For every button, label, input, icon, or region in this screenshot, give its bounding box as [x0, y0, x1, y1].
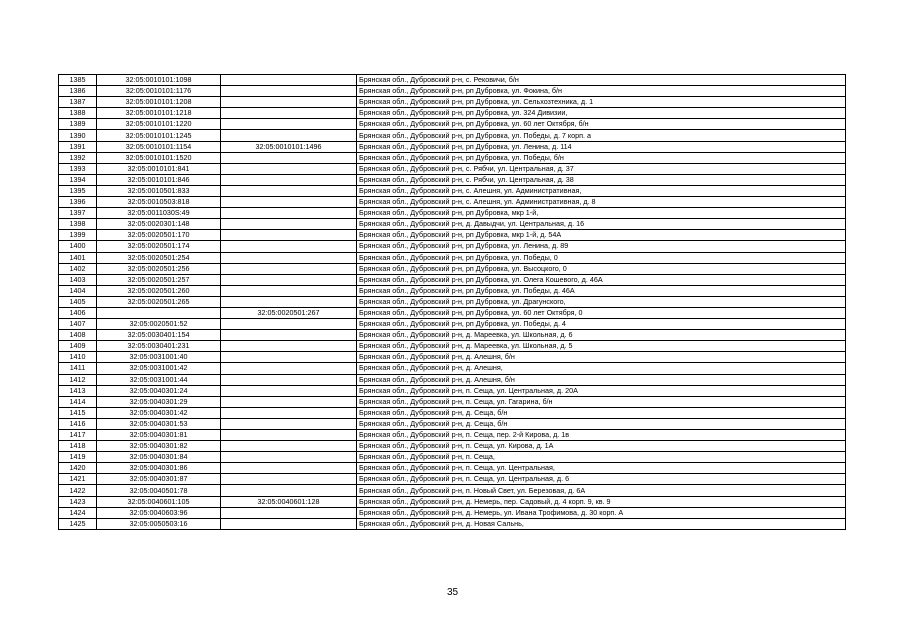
address-cell: Брянская обл., Дубровский р-н, п. Сеща, ул. Гагарина, б/н [357, 396, 846, 407]
row-number-cell: 1414 [59, 396, 97, 407]
related-cadastral-number-cell [221, 330, 357, 341]
row-number-cell: 1400 [59, 241, 97, 252]
related-cadastral-number-cell [221, 518, 357, 529]
table-row [59, 474, 846, 485]
row-number-cell: 1406 [59, 307, 97, 318]
address-cell: Брянская обл., Дубровский р-н, рп Дубровка, ул. Победы, д. 7 корп. а [357, 130, 846, 141]
cadastral-number-cell: 32:05:0020501:174 [97, 241, 221, 252]
related-cadastral-number-cell [221, 507, 357, 518]
table-row [59, 141, 846, 152]
address-cell: Брянская обл., Дубровский р-н, рп Дубровка, ул. Победы, д. 46А [357, 285, 846, 296]
cadastral-number-cell: 32:05:0010101:1218 [97, 108, 221, 119]
row-number-cell: 1416 [59, 418, 97, 429]
row-number-cell: 1407 [59, 319, 97, 330]
cadastral-number-cell: 32:05:0010101:1176 [97, 86, 221, 97]
related-cadastral-number-cell [221, 418, 357, 429]
related-cadastral-number-cell [221, 285, 357, 296]
address-cell: Брянская обл., Дубровский р-н, рп Дубровка, ул. 60 лет Октября, 0 [357, 307, 846, 318]
related-cadastral-number-cell [221, 352, 357, 363]
row-number-cell: 1386 [59, 86, 97, 97]
cadastral-number-cell: 32:05:0040301:29 [97, 396, 221, 407]
table-row [59, 274, 846, 285]
table-row [59, 97, 846, 108]
address-cell: Брянская обл., Дубровский р-н, п. Сеща, ул. Кирова, д. 1А [357, 441, 846, 452]
cadastral-number-cell: 32:05:0020501:265 [97, 296, 221, 307]
table-row [59, 285, 846, 296]
table-row [59, 241, 846, 252]
table-row [59, 441, 846, 452]
row-number-cell: 1413 [59, 385, 97, 396]
table-row [59, 208, 846, 219]
cadastral-number-cell: 32:05:0010101:1245 [97, 130, 221, 141]
table-row [59, 319, 846, 330]
cadastral-number-cell: 32:05:0020501:257 [97, 274, 221, 285]
row-number-cell: 1401 [59, 252, 97, 263]
cadastral-number-cell: 32:05:0010101:846 [97, 174, 221, 185]
row-number-cell: 1421 [59, 474, 97, 485]
cadastral-table [58, 74, 846, 530]
row-number-cell: 1411 [59, 363, 97, 374]
cadastral-number-cell: 32:05:0020501:260 [97, 285, 221, 296]
address-cell: Брянская обл., Дубровский р-н, п. Сеща, ул. Центральная, д. 6 [357, 474, 846, 485]
row-number-cell: 1412 [59, 374, 97, 385]
related-cadastral-number-cell [221, 219, 357, 230]
related-cadastral-number-cell [221, 441, 357, 452]
cadastral-number-cell: 32:05:0040603:96 [97, 507, 221, 518]
table-row [59, 296, 846, 307]
row-number-cell: 1415 [59, 407, 97, 418]
row-number-cell: 1405 [59, 296, 97, 307]
address-cell: Брянская обл., Дубровский р-н, д. Алешня, [357, 363, 846, 374]
row-number-cell: 1385 [59, 75, 97, 86]
table-row [59, 452, 846, 463]
address-cell: Брянская обл., Дубровский р-н, рп Дубровка, ул. Высоцкого, 0 [357, 263, 846, 274]
page-number: 35 [446, 587, 459, 598]
related-cadastral-number-cell [221, 407, 357, 418]
cadastral-number-cell: 32:05:0050503:16 [97, 518, 221, 529]
table-row [59, 396, 846, 407]
address-cell: Брянская обл., Дубровский р-н, д. Сеща, б/н [357, 418, 846, 429]
related-cadastral-number-cell [221, 430, 357, 441]
related-cadastral-number-cell [221, 97, 357, 108]
cadastral-number-cell: 32:05:0010101:1154 [97, 141, 221, 152]
row-number-cell: 1394 [59, 174, 97, 185]
cadastral-number-cell: 32:05:0040601:105 [97, 496, 221, 507]
table-row [59, 341, 846, 352]
related-cadastral-number-cell [221, 108, 357, 119]
table-row [59, 152, 846, 163]
table-row [59, 407, 846, 418]
table-row [59, 230, 846, 241]
cadastral-number-cell: 32:05:0040301:82 [97, 441, 221, 452]
related-cadastral-number-cell [221, 263, 357, 274]
related-cadastral-number-cell [221, 119, 357, 130]
related-cadastral-number-cell [221, 241, 357, 252]
cadastral-number-cell: 32:05:0031001:44 [97, 374, 221, 385]
cadastral-number-cell [97, 307, 221, 318]
row-number-cell: 1398 [59, 219, 97, 230]
row-number-cell: 1395 [59, 185, 97, 196]
cadastral-number-cell: 32:05:0040301:87 [97, 474, 221, 485]
cadastral-number-cell: 32:05:0040301:86 [97, 463, 221, 474]
cadastral-number-cell: 32:05:0040301:42 [97, 407, 221, 418]
address-cell: Брянская обл., Дубровский р-н, с. Рябчи, ул. Центральная, д. 38 [357, 174, 846, 185]
table-row [59, 108, 846, 119]
row-number-cell: 1397 [59, 208, 97, 219]
row-number-cell: 1403 [59, 274, 97, 285]
cadastral-number-cell: 32:05:0040301:24 [97, 385, 221, 396]
related-cadastral-number-cell [221, 396, 357, 407]
cadastral-number-cell: 32:05:0040301:81 [97, 430, 221, 441]
address-cell: Брянская обл., Дубровский р-н, с. Рябчи, ул. Центральная, д. 37 [357, 163, 846, 174]
address-cell: Брянская обл., Дубровский р-н, д. Алешня, б/н [357, 352, 846, 363]
cadastral-number-cell: 32:05:0040501:78 [97, 485, 221, 496]
table-row [59, 185, 846, 196]
address-cell: Брянская обл., Дубровский р-н, рп Дубровка, ул. Олега Кошевого, д. 46А [357, 274, 846, 285]
address-cell: Брянская обл., Дубровский р-н, д. Мареевка, ул. Школьная, д. 6 [357, 330, 846, 341]
row-number-cell: 1388 [59, 108, 97, 119]
row-number-cell: 1396 [59, 197, 97, 208]
row-number-cell: 1424 [59, 507, 97, 518]
table-row [59, 374, 846, 385]
address-cell: Брянская обл., Дубровский р-н, п. Сеща, ул. Центральная, д. 20А [357, 385, 846, 396]
table-body [59, 75, 846, 530]
address-cell: Брянская обл., Дубровский р-н, рп Дубровка, ул. Ленина, д. 89 [357, 241, 846, 252]
row-number-cell: 1390 [59, 130, 97, 141]
cadastral-number-cell: 32:05:0031001:40 [97, 352, 221, 363]
address-cell: Брянская обл., Дубровский р-н, д. Немерь, пер. Садовый, д. 4 корп. 9, кв. 9 [357, 496, 846, 507]
table-row [59, 307, 846, 318]
row-number-cell: 1422 [59, 485, 97, 496]
row-number-cell: 1391 [59, 141, 97, 152]
address-cell: Брянская обл., Дубровский р-н, п. Сеща, пер. 2-й Кирова, д. 1в [357, 430, 846, 441]
row-number-cell: 1420 [59, 463, 97, 474]
row-number-cell: 1389 [59, 119, 97, 130]
related-cadastral-number-cell [221, 75, 357, 86]
related-cadastral-number-cell [221, 296, 357, 307]
row-number-cell: 1408 [59, 330, 97, 341]
related-cadastral-number-cell [221, 174, 357, 185]
address-cell: Брянская обл., Дубровский р-н, рп Дубровка, ул. Победы, д. 4 [357, 319, 846, 330]
cadastral-number-cell: 32:05:0010101:1098 [97, 75, 221, 86]
cadastral-number-cell: 32:05:0020301:148 [97, 219, 221, 230]
table-row [59, 75, 846, 86]
related-cadastral-number-cell [221, 385, 357, 396]
row-number-cell: 1399 [59, 230, 97, 241]
row-number-cell: 1402 [59, 263, 97, 274]
row-number-cell: 1419 [59, 452, 97, 463]
row-number-cell: 1417 [59, 430, 97, 441]
address-cell: Брянская обл., Дубровский р-н, д. Алешня, б/н [357, 374, 846, 385]
related-cadastral-number-cell [221, 341, 357, 352]
related-cadastral-number-cell [221, 197, 357, 208]
address-cell: Брянская обл., Дубровский р-н, рп Дубровка, ул. Фокина, б/н [357, 86, 846, 97]
cadastral-number-cell: 32:05:0020501:256 [97, 263, 221, 274]
cadastral-number-cell: 32:05:0030401:231 [97, 341, 221, 352]
address-cell: Брянская обл., Дубровский р-н, рп Дубровка, ул. 60 лет Октября, б/н [357, 119, 846, 130]
table-row [59, 352, 846, 363]
table-row [59, 86, 846, 97]
address-cell: Брянская обл., Дубровский р-н, с. Алешня, ул. Административная, [357, 185, 846, 196]
cadastral-number-cell: 32:05:0040301:84 [97, 452, 221, 463]
table-row [59, 119, 846, 130]
cadastral-number-cell: 32:05:0010501:833 [97, 185, 221, 196]
cadastral-number-cell: 32:05:0010101:1520 [97, 152, 221, 163]
address-cell: Брянская обл., Дубровский р-н, рп Дубровка, ул. Ленина, д. 114 [357, 141, 846, 152]
table-row [59, 263, 846, 274]
row-number-cell: 1387 [59, 97, 97, 108]
address-cell: Брянская обл., Дубровский р-н, с. Рековичи, б/н [357, 75, 846, 86]
address-cell: Брянская обл., Дубровский р-н, д. Давыдчи, ул. Центральная, д. 16 [357, 219, 846, 230]
address-cell: Брянская обл., Дубровский р-н, рп Дубровка, мкр 1-й, [357, 208, 846, 219]
table-row [59, 163, 846, 174]
related-cadastral-number-cell [221, 163, 357, 174]
table-row [59, 330, 846, 341]
table-row [59, 430, 846, 441]
related-cadastral-number-cell [221, 130, 357, 141]
address-cell: Брянская обл., Дубровский р-н, рп Дубровка, ул. Драгунского, [357, 296, 846, 307]
address-cell: Брянская обл., Дубровский р-н, рп Дубровка, ул. Сельхозтехника, д. 1 [357, 97, 846, 108]
related-cadastral-number-cell [221, 374, 357, 385]
related-cadastral-number-cell [221, 208, 357, 219]
cadastral-number-cell: 32:05:0031001:42 [97, 363, 221, 374]
cadastral-number-cell: 32:05:0020501:52 [97, 319, 221, 330]
table-row [59, 174, 846, 185]
table-row [59, 507, 846, 518]
cadastral-number-cell: 32:05:0011030S:49 [97, 208, 221, 219]
row-number-cell: 1418 [59, 441, 97, 452]
cadastral-number-cell: 32:05:0010101:1220 [97, 119, 221, 130]
related-cadastral-number-cell: 32:05:0010101:1496 [221, 141, 357, 152]
cadastral-number-cell: 32:05:0010101:1208 [97, 97, 221, 108]
related-cadastral-number-cell [221, 319, 357, 330]
address-cell: Брянская обл., Дубровский р-н, д. Мареевка, ул. Школьная, д. 5 [357, 341, 846, 352]
related-cadastral-number-cell [221, 363, 357, 374]
cadastral-number-cell: 32:05:0010503:818 [97, 197, 221, 208]
table-row [59, 418, 846, 429]
address-cell: Брянская обл., Дубровский р-н, рп Дубровка, ул. 324 Дивизии, [357, 108, 846, 119]
cadastral-number-cell: 32:05:0030401:154 [97, 330, 221, 341]
row-number-cell: 1425 [59, 518, 97, 529]
address-cell: Брянская обл., Дубровский р-н, с. Алешня, ул. Административная, д. 8 [357, 197, 846, 208]
related-cadastral-number-cell [221, 463, 357, 474]
related-cadastral-number-cell [221, 230, 357, 241]
related-cadastral-number-cell [221, 252, 357, 263]
table-row [59, 518, 846, 529]
related-cadastral-number-cell [221, 274, 357, 285]
related-cadastral-number-cell [221, 86, 357, 97]
related-cadastral-number-cell [221, 152, 357, 163]
address-cell: Брянская обл., Дубровский р-н, рп Дубровка, ул. Победы, 0 [357, 252, 846, 263]
table-row [59, 219, 846, 230]
related-cadastral-number-cell [221, 485, 357, 496]
address-cell: Брянская обл., Дубровский р-н, п. Сеща, ул. Центральная, [357, 463, 846, 474]
row-number-cell: 1410 [59, 352, 97, 363]
table-row [59, 130, 846, 141]
table-row [59, 385, 846, 396]
row-number-cell: 1393 [59, 163, 97, 174]
table-row [59, 463, 846, 474]
cadastral-number-cell: 32:05:0010101:841 [97, 163, 221, 174]
table-row [59, 496, 846, 507]
table-row [59, 363, 846, 374]
table-row [59, 485, 846, 496]
table-row [59, 197, 846, 208]
row-number-cell: 1392 [59, 152, 97, 163]
address-cell: Брянская обл., Дубровский р-н, д. Сеща, б/н [357, 407, 846, 418]
address-cell: Брянская обл., Дубровский р-н, рп Дубровка, ул. Победы, б/н [357, 152, 846, 163]
cadastral-number-cell: 32:05:0020501:170 [97, 230, 221, 241]
related-cadastral-number-cell: 32:05:0020501:267 [221, 307, 357, 318]
address-cell: Брянская обл., Дубровский р-н, рп Дубровка, мкр 1-й, д. 54А [357, 230, 846, 241]
related-cadastral-number-cell: 32:05:0040601:128 [221, 496, 357, 507]
row-number-cell: 1423 [59, 496, 97, 507]
related-cadastral-number-cell [221, 452, 357, 463]
related-cadastral-number-cell [221, 185, 357, 196]
table-row [59, 252, 846, 263]
address-cell: Брянская обл., Дубровский р-н, п. Новый Свет, ул. Березовая, д. 6А [357, 485, 846, 496]
address-cell: Брянская обл., Дубровский р-н, д. Немерь, ул. Ивана Трофимова, д. 30 корп. А [357, 507, 846, 518]
row-number-cell: 1404 [59, 285, 97, 296]
address-cell: Брянская обл., Дубровский р-н, п. Сеща, [357, 452, 846, 463]
row-number-cell: 1409 [59, 341, 97, 352]
cadastral-number-cell: 32:05:0020501:254 [97, 252, 221, 263]
related-cadastral-number-cell [221, 474, 357, 485]
cadastral-number-cell: 32:05:0040301:53 [97, 418, 221, 429]
address-cell: Брянская обл., Дубровский р-н, д. Новая Сальнь, [357, 518, 846, 529]
